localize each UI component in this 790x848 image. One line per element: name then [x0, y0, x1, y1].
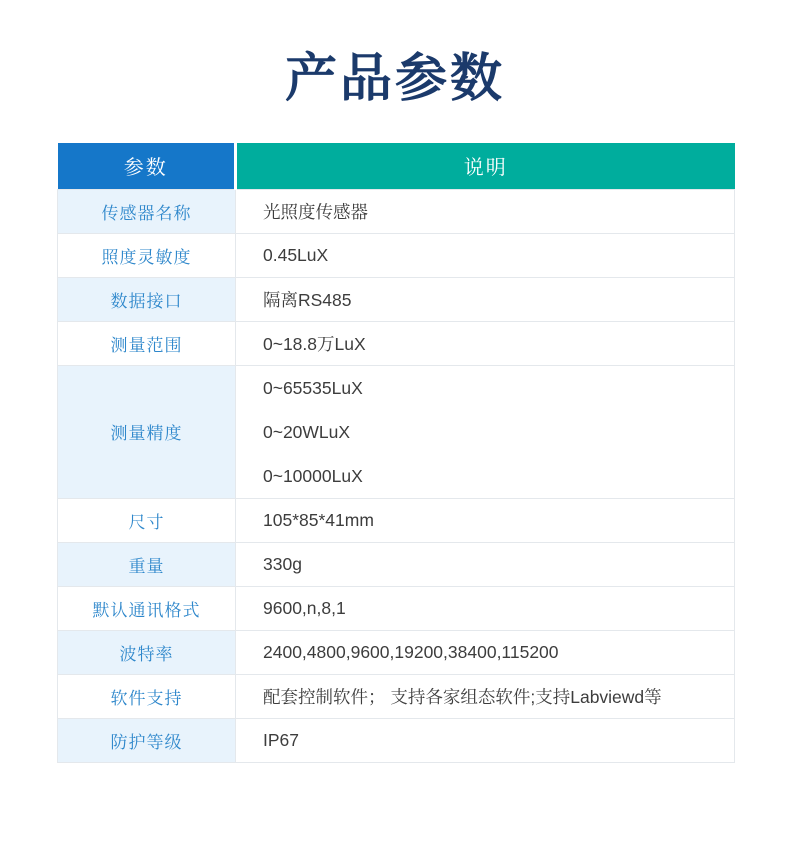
- param-label: 传感器名称: [58, 189, 236, 233]
- param-value: 配套控制软件； 支持各家组态软件;支持Labviewd等: [236, 674, 735, 718]
- accuracy-line-1: 0~65535LuX: [263, 377, 363, 398]
- param-value: 105*85*41mm: [236, 498, 735, 542]
- param-label: 尺寸: [58, 498, 236, 542]
- table-row-sensitivity: [58, 233, 735, 277]
- param-value: IP67: [236, 718, 735, 762]
- header-cell-param: 参数: [58, 143, 236, 190]
- param-label: 重量: [58, 542, 236, 586]
- param-value: 光照度传感器: [236, 189, 735, 233]
- table-row-sensor-name: [58, 189, 735, 233]
- table-row-data-interface: [58, 277, 735, 321]
- param-value: [236, 365, 735, 498]
- param-label: 软件支持: [58, 674, 236, 718]
- param-value: 330g: [236, 542, 735, 586]
- table-row-dimensions: [58, 498, 735, 542]
- table-row-weight: [58, 542, 735, 586]
- param-value: 0~18.8万LuX: [236, 321, 735, 365]
- param-value: 0.45LuX: [236, 233, 735, 277]
- param-label: 照度灵敏度: [58, 233, 236, 277]
- param-label: 防护等级: [58, 718, 236, 762]
- page-title: 产品参数: [284, 50, 505, 108]
- param-label: 默认通讯格式: [58, 586, 236, 630]
- param-label: 测量范围: [58, 321, 236, 365]
- param-value: 9600,n,8,1: [236, 586, 735, 630]
- accuracy-line-3: 0~10000LuX: [263, 465, 363, 486]
- table-row-default-comm-format: [58, 586, 735, 630]
- param-label: 测量精度: [58, 365, 236, 498]
- spec-table: [57, 143, 735, 763]
- accuracy-line-2: 0~20WLuX: [263, 421, 351, 442]
- table-row-measure-range: [58, 321, 735, 365]
- table-row-measure-accuracy: [58, 365, 735, 498]
- header-cell-desc: 说明: [236, 143, 735, 190]
- table-row-protection-rating: [58, 718, 735, 762]
- param-label: 数据接口: [58, 277, 236, 321]
- table-row-baud-rate: [58, 630, 735, 674]
- table-header-row: [58, 143, 735, 190]
- param-value: 2400,4800,9600,19200,38400,115200: [236, 630, 735, 674]
- table-row-software-support: [58, 674, 735, 718]
- param-label: 波特率: [58, 630, 236, 674]
- param-value: 隔离RS485: [236, 277, 735, 321]
